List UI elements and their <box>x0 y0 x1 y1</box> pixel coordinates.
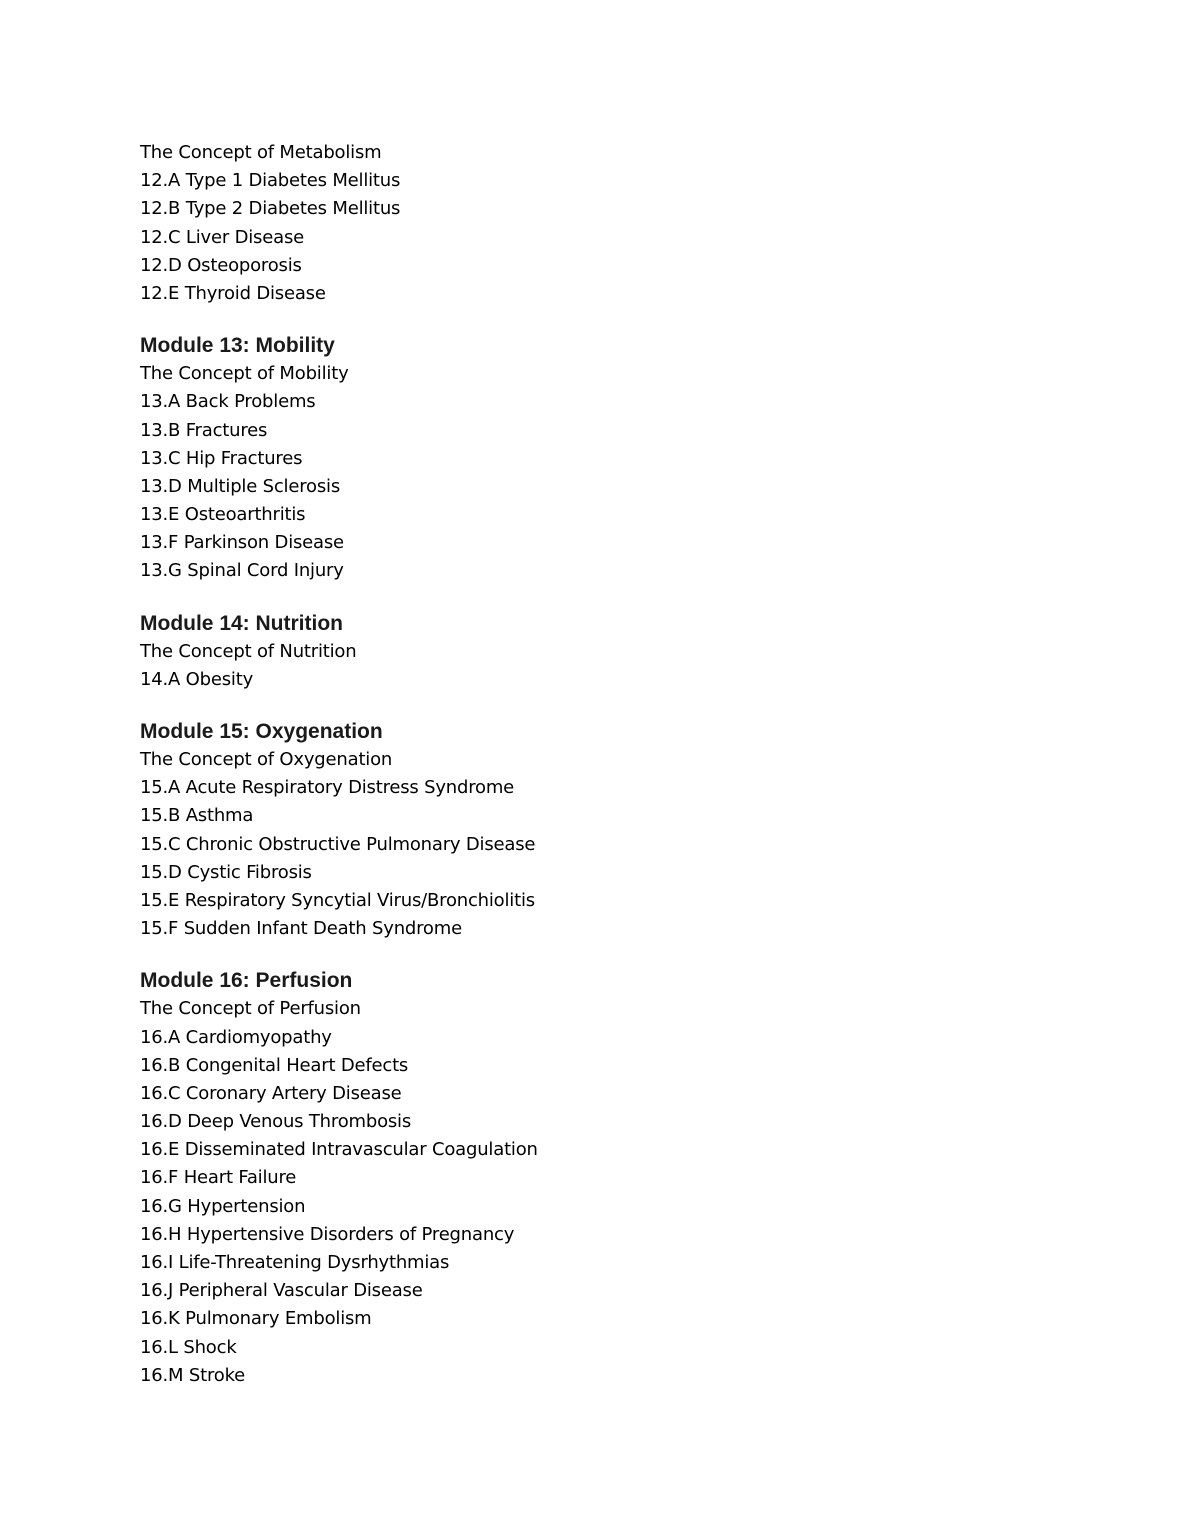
topic-line: 12.D Osteoporosis <box>140 254 302 276</box>
topic-line: 16.I Life-Threatening Dysrhythmias <box>140 1252 450 1273</box>
topic-line: 12.E Thyroid Disease <box>140 282 326 304</box>
topic-line: 15.E Respiratory Syncytial Virus/Bronchiolitis <box>140 889 535 911</box>
topic-line: 13.C Hip Fractures <box>140 447 303 469</box>
topic-line: 13.D Multiple Sclerosis <box>140 475 341 497</box>
topic-line: 14.A Obesity <box>140 668 254 690</box>
topic-line: The Concept of Metabolism <box>140 142 382 163</box>
topic-line: 16.D Deep Venous Thrombosis <box>140 1111 412 1133</box>
section-module-15 <box>140 718 1040 943</box>
topic-line: The Concept of Nutrition <box>140 640 357 662</box>
section-module-16 <box>140 967 1040 1390</box>
module-heading: Module 14: Nutrition <box>140 611 343 635</box>
topic-line: 13.F Parkinson Disease <box>140 532 344 554</box>
topic-line: 16.F Heart Failure <box>140 1167 297 1189</box>
topic-line: 15.B Asthma <box>140 805 254 827</box>
document-page <box>140 139 1040 1414</box>
topic-line: 15.D Cystic Fibrosis <box>140 861 312 883</box>
topic-line: 15.A Acute Respiratory Distress Syndrome <box>140 777 515 799</box>
topic-line: 16.G Hypertension <box>140 1195 306 1217</box>
module-heading: Module 13: Mobility <box>140 334 335 358</box>
topic-line: 16.B Congenital Heart Defects <box>140 1054 409 1076</box>
module-heading: Module 15: Oxygenation <box>140 720 383 743</box>
module-heading: Module 16: Perfusion <box>140 969 353 993</box>
topic-line: 13.B Fractures <box>140 419 268 441</box>
section-module-13 <box>140 332 1040 586</box>
topic-line: 13.E Osteoarthritis <box>140 504 306 526</box>
topic-line: 13.G Spinal Cord Injury <box>140 560 344 582</box>
topic-line: 16.E Disseminated Intravascular Coagulation <box>140 1139 538 1161</box>
topic-line: 12.B Type 2 Diabetes Mellitus <box>140 198 401 220</box>
topic-line: 12.C Liver Disease <box>140 226 304 248</box>
topic-line: The Concept of Mobility <box>140 363 349 385</box>
topic-line: 16.C Coronary Artery Disease <box>140 1082 402 1104</box>
topic-line: 15.C Chronic Obstructive Pulmonary Disease <box>140 833 536 855</box>
section-metabolism-continued <box>140 139 1040 308</box>
topic-line: 16.L Shock <box>140 1336 237 1358</box>
topic-line: The Concept of Oxygenation <box>140 749 393 770</box>
topic-line: The Concept of Perfusion <box>140 998 361 1020</box>
topic-line: 16.H Hypertensive Disorders of Pregnancy <box>140 1223 515 1245</box>
topic-line: 16.K Pulmonary Embolism <box>140 1308 372 1330</box>
section-module-14 <box>140 610 1040 694</box>
topic-line: 15.F Sudden Infant Death Syndrome <box>140 918 462 940</box>
topic-line: 12.A Type 1 Diabetes Mellitus <box>140 170 401 192</box>
topic-line: 13.A Back Problems <box>140 391 316 413</box>
topic-line: 16.A Cardiomyopathy <box>140 1026 332 1048</box>
topic-line: 16.M Stroke <box>140 1364 246 1386</box>
topic-line: 16.J Peripheral Vascular Disease <box>140 1280 423 1302</box>
